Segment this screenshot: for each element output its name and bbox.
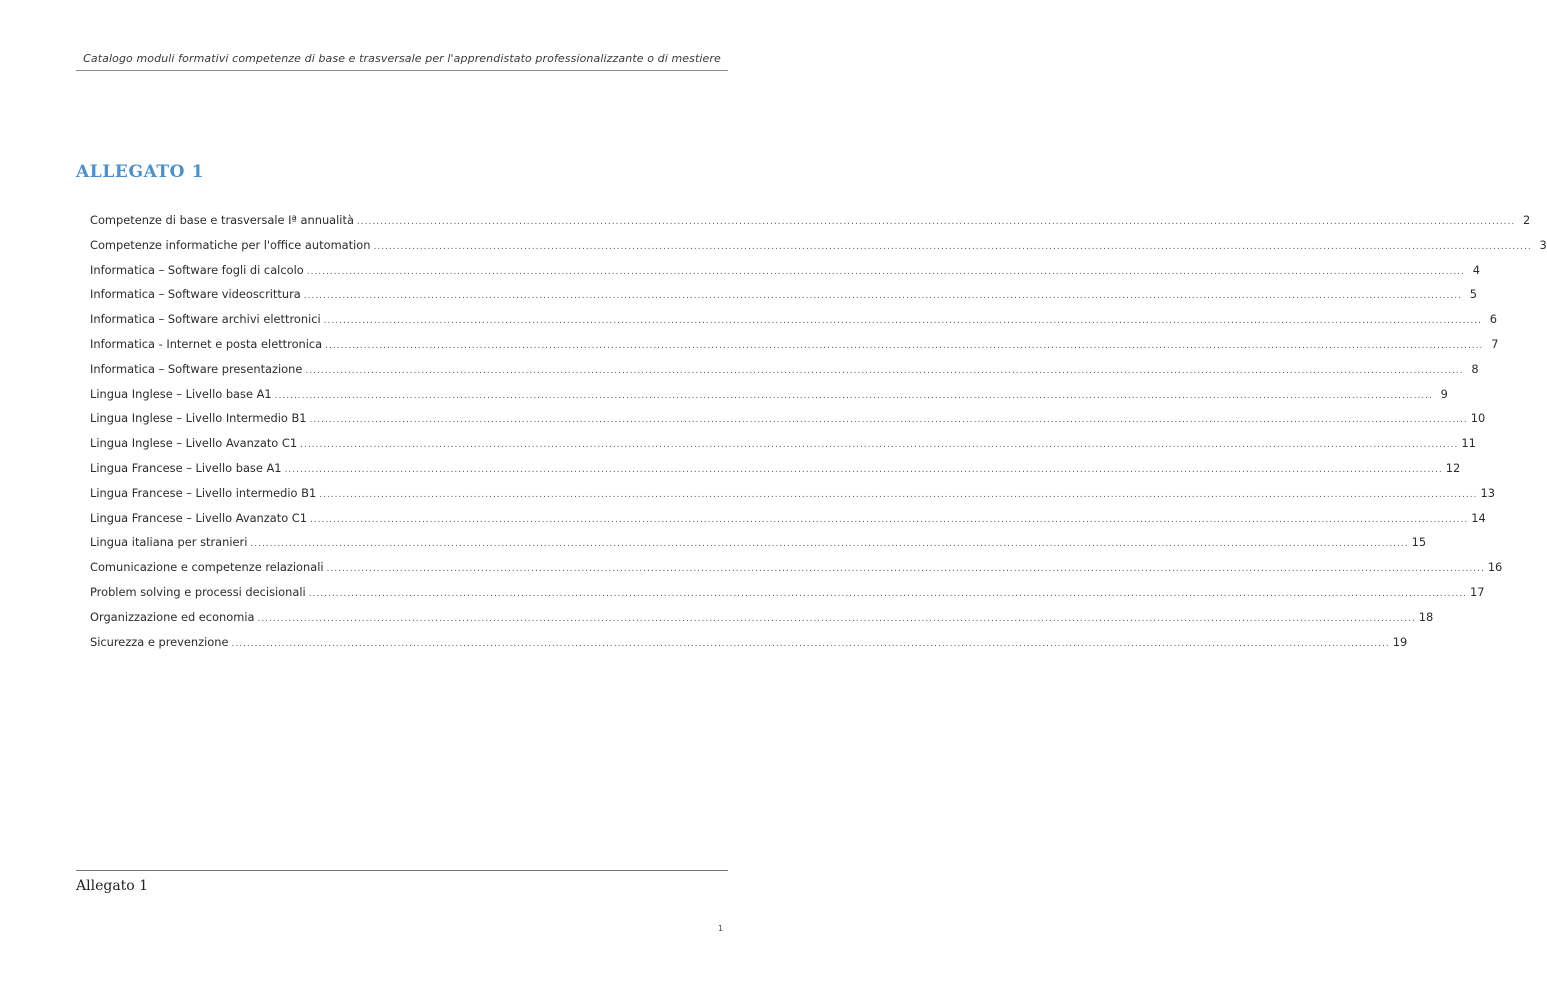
toc-dot-leader: ............................................................................................................................................................................................................................................................................................................ bbox=[309, 415, 1468, 426]
toc-entry[interactable] bbox=[90, 485, 1495, 511]
toc-entry[interactable] bbox=[90, 560, 1503, 585]
toc-entry-label: Lingua Inglese – Livello base A1 bbox=[90, 386, 272, 401]
toc-entry[interactable] bbox=[90, 386, 1448, 412]
toc-entry-page: 6 bbox=[1489, 312, 1497, 327]
toc-entry[interactable] bbox=[90, 312, 1497, 337]
toc-entry-page: 17 bbox=[1469, 584, 1485, 599]
toc-entry-label: Lingua Francese – Livello base A1 bbox=[90, 460, 282, 475]
toc-dot-leader: ............................................................................................................................................................................................................................................................................................................ bbox=[231, 638, 1390, 649]
toc-dot-leader: ............................................................................................................................................................................................................................................................................................................ bbox=[306, 266, 1465, 277]
toc-entry-label: Informatica – Software archivi elettronici bbox=[90, 312, 321, 327]
toc-dot-leader: ............................................................................................................................................................................................................................................................................................................ bbox=[250, 539, 1409, 550]
toc-entry[interactable] bbox=[90, 287, 1477, 312]
toc-entry-label: Lingua Inglese – Livello Avanzato C1 bbox=[90, 436, 298, 451]
toc-entry[interactable] bbox=[90, 411, 1486, 436]
page-number: 1 bbox=[718, 924, 724, 933]
toc-entry-label: Lingua Francese – Livello intermedio B1 bbox=[90, 485, 317, 500]
toc-entry-label: Lingua Inglese – Livello Intermedio B1 bbox=[90, 411, 307, 426]
toc-entry-label: Informatica – Software videoscrittura bbox=[90, 287, 301, 302]
toc-entry-label: Sicurezza e prevenzione bbox=[90, 634, 229, 649]
toc-entry-page: 4 bbox=[1472, 262, 1480, 277]
toc-entry-page: 18 bbox=[1418, 609, 1434, 624]
footer-divider bbox=[76, 870, 728, 871]
toc-dot-leader: ............................................................................................................................................................................................................................................................................................................ bbox=[323, 316, 1482, 327]
toc-entry[interactable] bbox=[90, 213, 1531, 238]
toc-dot-leader: ............................................................................................................................................................................................................................................................................................................ bbox=[274, 390, 1433, 401]
toc-dot-leader: ............................................................................................................................................................................................................................................................................................................ bbox=[319, 489, 1478, 500]
toc-entry[interactable] bbox=[90, 609, 1434, 635]
table-of-contents bbox=[90, 213, 1547, 659]
toc-entry[interactable] bbox=[90, 361, 1479, 387]
toc-dot-leader: ............................................................................................................................................................................................................................................................................................................ bbox=[326, 564, 1485, 575]
toc-dot-leader: ............................................................................................................................................................................................................................................................................................................ bbox=[373, 241, 1532, 252]
toc-entry-label: Lingua italiana per stranieri bbox=[90, 535, 248, 550]
running-header: Catalogo moduli formativi competenze di base e trasversale per l'apprendistato professionalizzante o di mestiere bbox=[83, 52, 721, 65]
toc-entry[interactable] bbox=[90, 460, 1461, 486]
toc-entry-page: 15 bbox=[1411, 535, 1427, 550]
toc-entry[interactable] bbox=[90, 262, 1480, 288]
toc-dot-leader: ............................................................................................................................................................................................................................................................................................................ bbox=[308, 588, 1467, 599]
toc-entry[interactable] bbox=[90, 237, 1547, 263]
toc-dot-leader: ............................................................................................................................................................................................................................................................................................................ bbox=[356, 217, 1516, 227]
toc-entry-page: 5 bbox=[1469, 287, 1477, 302]
toc-entry-label: Informatica – Software presentazione bbox=[90, 361, 303, 376]
toc-entry-label: Informatica – Software fogli di calcolo bbox=[90, 262, 304, 277]
toc-dot-leader: ............................................................................................................................................................................................................................................................................................................ bbox=[303, 291, 1462, 302]
toc-dot-leader: ............................................................................................................................................................................................................................................................................................................ bbox=[310, 514, 1469, 525]
toc-entry-page: 16 bbox=[1487, 560, 1503, 575]
toc-entry-label: Comunicazione e competenze relazionali bbox=[90, 560, 324, 575]
toc-dot-leader: ............................................................................................................................................................................................................................................................................................................ bbox=[300, 440, 1459, 451]
header-divider bbox=[76, 70, 728, 71]
toc-entry-page: 8 bbox=[1471, 361, 1479, 376]
toc-entry-page: 9 bbox=[1440, 386, 1448, 401]
toc-entry[interactable] bbox=[90, 584, 1485, 610]
toc-entry-label: Competenze di base e trasversale Iª annualità bbox=[90, 213, 354, 227]
toc-entry-label: Organizzazione ed economia bbox=[90, 609, 255, 624]
toc-entry-page: 11 bbox=[1461, 436, 1476, 451]
toc-entry[interactable] bbox=[90, 436, 1476, 461]
toc-entry-label: Lingua Francese – Livello Avanzato C1 bbox=[90, 510, 307, 525]
toc-entry-page: 3 bbox=[1539, 237, 1547, 252]
toc-entry-page: 2 bbox=[1522, 213, 1531, 227]
toc-entry-label: Informatica - Internet e posta elettronica bbox=[90, 336, 323, 351]
toc-dot-leader: ............................................................................................................................................................................................................................................................................................................ bbox=[257, 613, 1416, 624]
toc-entry-page: 10 bbox=[1470, 411, 1486, 426]
toc-entry[interactable] bbox=[90, 336, 1499, 362]
toc-entry-page: 19 bbox=[1392, 634, 1408, 649]
toc-entry[interactable] bbox=[90, 510, 1486, 536]
page-title: ALLEGATO 1 bbox=[76, 162, 205, 182]
toc-entry-page: 7 bbox=[1491, 336, 1499, 351]
toc-dot-leader: ............................................................................................................................................................................................................................................................................................................ bbox=[325, 340, 1484, 351]
toc-dot-leader: ............................................................................................................................................................................................................................................................................................................ bbox=[305, 365, 1464, 376]
footer-label: Allegato 1 bbox=[76, 878, 149, 894]
toc-entry[interactable] bbox=[90, 535, 1427, 560]
toc-entry-page: 14 bbox=[1471, 510, 1486, 525]
toc-entry[interactable] bbox=[90, 634, 1408, 660]
toc-entry-page: 12 bbox=[1445, 460, 1461, 475]
toc-entry-label: Competenze informatiche per l'office automation bbox=[90, 237, 371, 252]
toc-entry-label: Problem solving e processi decisionali bbox=[90, 584, 306, 599]
toc-entry-page: 13 bbox=[1480, 485, 1495, 500]
toc-dot-leader: ............................................................................................................................................................................................................................................................................................................ bbox=[284, 464, 1443, 475]
